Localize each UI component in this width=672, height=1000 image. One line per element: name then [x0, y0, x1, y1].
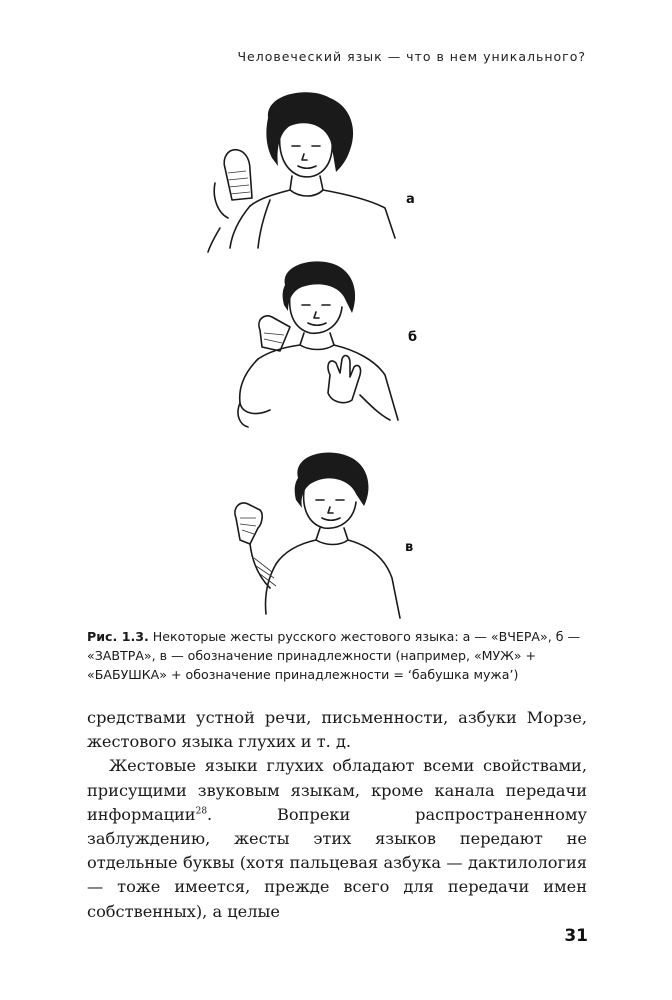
- footnote-reference[interactable]: 28: [195, 806, 208, 817]
- caption-label: Рис. 1.3.: [87, 629, 149, 644]
- illustration-gesture-yesterday: [180, 88, 440, 253]
- panel-label-a: а: [406, 192, 415, 207]
- illustration-gesture-tomorrow: [180, 255, 440, 430]
- panel-label-b: б: [408, 330, 418, 345]
- page-number: 31: [564, 926, 588, 946]
- caption-text: Некоторые жесты русского жестового языка: а — «ВЧЕРА», б — «ЗАВТРА», в — обозначение принадлежности (например, «МУЖ» + «БАБУШКА» + обозначение принадлежности = ‘бабушка мужа’): [87, 629, 581, 682]
- paragraph: средствами устной речи, письменности, азбуки Морзе, жестового языка глухих и т. д.: [87, 708, 587, 752]
- paragraph-text: Жестовые языки глухих обладают всеми свойствами, присущими звуковым языкам, кроме канала передачи информации: [87, 756, 587, 824]
- body-text: [87, 706, 587, 924]
- paragraph: [87, 754, 587, 923]
- running-head: Человеческий язык — что в нем уникального?: [237, 49, 586, 64]
- paragraph-text: . Вопреки распространенному заблуждению, жесты этих языков передают не отдельные буквы (хотя пальцевая азбука — дактилология — тоже имеется, прежде всего для передачи имен собственных), а целые: [87, 804, 587, 921]
- illustration-gesture-possession: [180, 448, 440, 620]
- figure-caption: [87, 627, 587, 684]
- panel-label-c: в: [405, 540, 414, 555]
